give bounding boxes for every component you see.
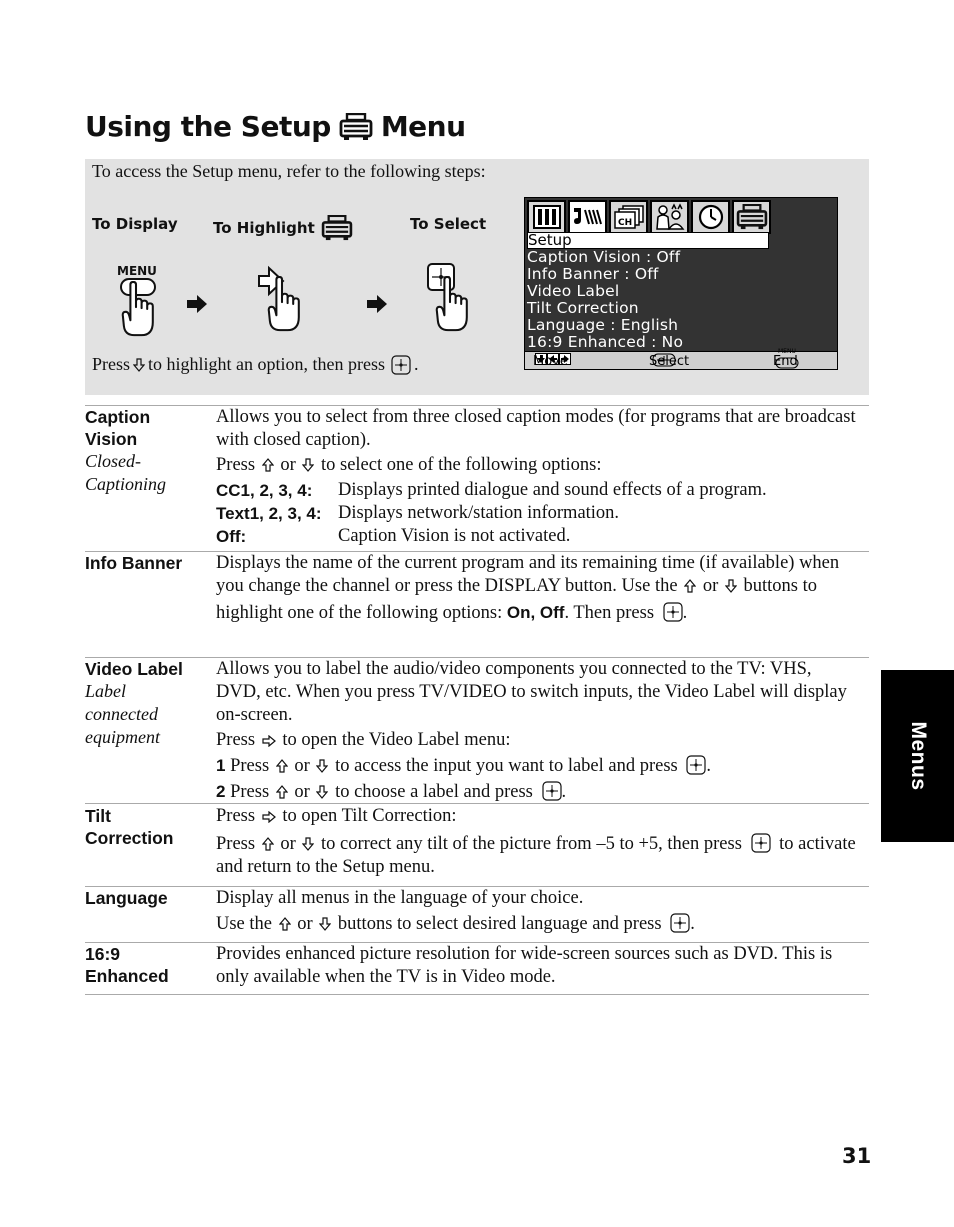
info-end: . <box>682 603 688 623</box>
osd-item-caption-vision: Caption Vision : Off <box>527 248 681 266</box>
caption-option-off <box>216 525 856 548</box>
caption-vision-description <box>216 406 856 548</box>
video-step2-a: Press <box>230 782 270 802</box>
info-text-2: buttons to highlight one of the following options: <box>216 576 817 623</box>
caption-option-key: Off: <box>216 527 247 546</box>
info-text-3: . Then <box>564 603 612 623</box>
setup-instructions-box <box>85 159 869 395</box>
osd-item-video-label: Video Label <box>527 282 620 300</box>
parent-icon <box>650 200 689 234</box>
svg-text:CH: CH <box>617 218 632 228</box>
video-label-title: Video Label <box>85 659 183 679</box>
channel-icon <box>609 200 648 234</box>
language-select-end: . <box>690 914 695 934</box>
select-button-icon <box>670 913 690 933</box>
menus-side-tab <box>881 670 954 842</box>
video-label-sublabel-1: Label <box>85 681 127 701</box>
up-arrow-icon <box>276 759 288 773</box>
osd-footer-end <box>773 348 799 369</box>
language-intro: Display all menus in the language of your choice. <box>216 888 584 908</box>
caption-option-value: Displays network/station information. <box>338 503 620 523</box>
video-label-open <box>216 729 856 752</box>
info-banner-description <box>216 552 856 627</box>
caption-vision-sublabel-2: Captioning <box>85 474 167 494</box>
select-button-hand-icon <box>423 262 475 334</box>
menu-button-label: MENU <box>117 264 157 278</box>
enhanced-label <box>85 943 210 987</box>
setup-tv-icon <box>339 113 373 141</box>
video-label-step-1 <box>216 754 856 778</box>
enhanced-label-2: Enhanced <box>85 966 169 986</box>
up-arrow-icon <box>262 458 274 472</box>
caption-press-b: to select one of the following options: <box>320 455 602 475</box>
osd-setup-header: Setup <box>527 232 769 249</box>
osd-menu-list <box>527 249 683 351</box>
tilt-adjust-or: or <box>280 834 296 854</box>
osd-item-enhanced: 16:9 Enhanced : No <box>527 333 684 351</box>
step-number: 2 <box>216 782 226 801</box>
osd-footer-select <box>649 353 690 369</box>
video-step2-or: or <box>294 782 310 802</box>
step-number: 1 <box>216 756 226 775</box>
language-select-b: buttons to select desired language and press <box>337 914 662 934</box>
tilt-open-b: to open Tilt Correction: <box>282 806 457 826</box>
tilt-adjust-a: Press <box>216 834 256 854</box>
press-instruction-end: . <box>414 354 419 374</box>
tilt-open-a: Press <box>216 806 256 826</box>
tilt-correction-label <box>85 805 210 849</box>
setup-osd-screen <box>524 197 838 370</box>
language-label: Language <box>85 888 168 908</box>
up-arrow-icon <box>262 837 274 851</box>
video-label-label <box>85 658 210 749</box>
right-arrow-icon <box>262 811 276 823</box>
caption-vision-press <box>216 454 856 477</box>
press-instruction-b: to highlight an option, then press <box>148 354 385 374</box>
video-label-sublabel-3: equipment <box>85 727 160 747</box>
tilt-label-2: Correction <box>85 828 174 848</box>
right-arrow-icon <box>262 735 276 747</box>
video-step1-or: or <box>294 756 310 776</box>
step-to-select: To Select <box>410 215 487 233</box>
caption-vision-label-1: Caption <box>85 407 151 427</box>
tilt-adjust-c: to activate and return to the Setup menu. <box>216 834 856 877</box>
video-label-intro: Allows you to label the audio/video components you connected to the TV: VHS, DVD, etc. When you press TV/VIDEO to switch inputs, the Video Label will display on-screen. <box>216 659 847 725</box>
page-number: 31 <box>842 1144 872 1168</box>
osd-footer-end-label: End <box>773 354 798 369</box>
caption-option-text <box>216 502 856 525</box>
caption-press-or: or <box>280 455 296 475</box>
step-arrow-icon <box>365 294 389 314</box>
tilt-adjust <box>216 833 856 879</box>
video-step2-end: . <box>561 782 567 802</box>
osd-footer-menu-label: MENU <box>778 348 796 355</box>
tilt-label-1: Tilt <box>85 806 111 826</box>
video-label-sublabel-2: connected <box>85 704 158 724</box>
setup-icon <box>732 200 771 234</box>
sound-icon <box>568 200 607 234</box>
select-button-icon <box>751 833 771 853</box>
divider <box>85 994 869 995</box>
info-text-or: or <box>702 576 719 596</box>
caption-option-key: Text1, 2, 3, 4: <box>216 504 322 523</box>
setup-tv-icon <box>321 215 353 241</box>
select-button-icon <box>686 755 706 775</box>
page-title-text: Using the Setup <box>85 110 331 143</box>
video-open-a: Press <box>216 730 256 750</box>
down-arrow-icon <box>133 358 145 372</box>
down-arrow-icon <box>302 458 314 472</box>
caption-option-value: Displays printed dialogue and sound effects of a program. <box>338 480 767 500</box>
osd-footer-move-label: Move <box>533 354 568 369</box>
press-instruction <box>92 354 419 375</box>
menu-button-icon <box>775 348 799 368</box>
video-step1-end: . <box>706 756 712 776</box>
caption-option-cc <box>216 479 856 502</box>
osd-item-tilt-correction: Tilt Correction <box>527 299 639 317</box>
tilt-open <box>216 805 856 828</box>
step-arrow-icon <box>185 294 209 314</box>
down-arrow-icon <box>302 837 314 851</box>
picture-icon <box>527 200 566 234</box>
tilt-correction-description <box>216 805 856 881</box>
page-title-text-end: Menu <box>380 110 466 143</box>
select-button-icon <box>391 355 411 375</box>
menu-button-hand-icon <box>113 277 163 339</box>
step-to-highlight <box>213 215 353 241</box>
language-select-or: or <box>297 914 313 934</box>
caption-vision-intro: Allows you to select from three closed caption modes (for programs that are broadcast with closed caption). <box>216 407 856 450</box>
language-description <box>216 887 856 938</box>
caption-vision-label-2: Vision <box>85 429 138 449</box>
video-open-b: to open the Video Label menu: <box>282 730 511 750</box>
timer-icon <box>691 200 730 234</box>
osd-footer-move <box>533 353 573 369</box>
osd-item-language: Language : English <box>527 316 679 334</box>
enhanced-label-1: 16:9 <box>85 944 121 964</box>
info-banner-text <box>216 552 856 625</box>
video-step2-b: to choose a label and press <box>335 782 533 802</box>
video-label-description <box>216 658 856 806</box>
osd-item-info-banner: Info Banner : Off <box>527 265 659 283</box>
down-arrow-icon <box>725 579 737 593</box>
video-step1-b: to access the input you want to label and press <box>335 756 678 776</box>
caption-vision-sublabel-1: Closed- <box>85 451 141 471</box>
down-arrow-icon <box>319 917 331 931</box>
video-label-step-2 <box>216 780 856 804</box>
caption-option-value: Caption Vision is not activated. <box>338 526 571 546</box>
info-banner-label: Info Banner <box>85 553 183 573</box>
up-arrow-icon <box>279 917 291 931</box>
video-step1-a: Press <box>230 756 270 776</box>
info-options: On, Off <box>506 603 565 622</box>
osd-footer-select-label: Select <box>649 354 690 369</box>
menus-side-tab-label: Menus <box>906 721 930 791</box>
caption-option-key: CC1, 2, 3, 4: <box>216 481 313 500</box>
osd-menu-icons <box>527 200 771 234</box>
select-button-icon <box>542 781 562 801</box>
osd-footer <box>525 348 837 369</box>
caption-press-a: Press <box>216 455 256 475</box>
caption-vision-label <box>85 406 210 496</box>
down-arrow-icon <box>316 759 328 773</box>
language-select <box>216 913 856 936</box>
press-instruction-a: Press <box>92 354 131 374</box>
intro-text: To access the Setup menu, refer to the following steps: <box>92 161 486 181</box>
language-select-a: Use the <box>216 914 272 934</box>
page-title <box>85 110 466 143</box>
step-to-display: To Display <box>92 215 178 233</box>
info-text-1: Displays the name of the current program and its remaining time (if available) when you change the channel or press the DISPLAY button. Use the <box>216 553 840 596</box>
enhanced-text: Provides enhanced picture resolution for wide-screen sources such as DVD. This is only available when the TV is in Video mode. <box>216 944 833 987</box>
tilt-adjust-b: to correct any tilt of the picture from –5 to +5, then press <box>320 834 742 854</box>
info-press: press <box>616 603 655 623</box>
step-to-highlight-label: To Highlight <box>213 219 315 237</box>
select-button-icon <box>663 602 683 622</box>
highlight-hand-icon <box>257 264 309 334</box>
down-arrow-icon <box>316 785 328 799</box>
up-arrow-icon <box>684 579 696 593</box>
enhanced-description <box>216 943 856 991</box>
up-arrow-icon <box>276 785 288 799</box>
